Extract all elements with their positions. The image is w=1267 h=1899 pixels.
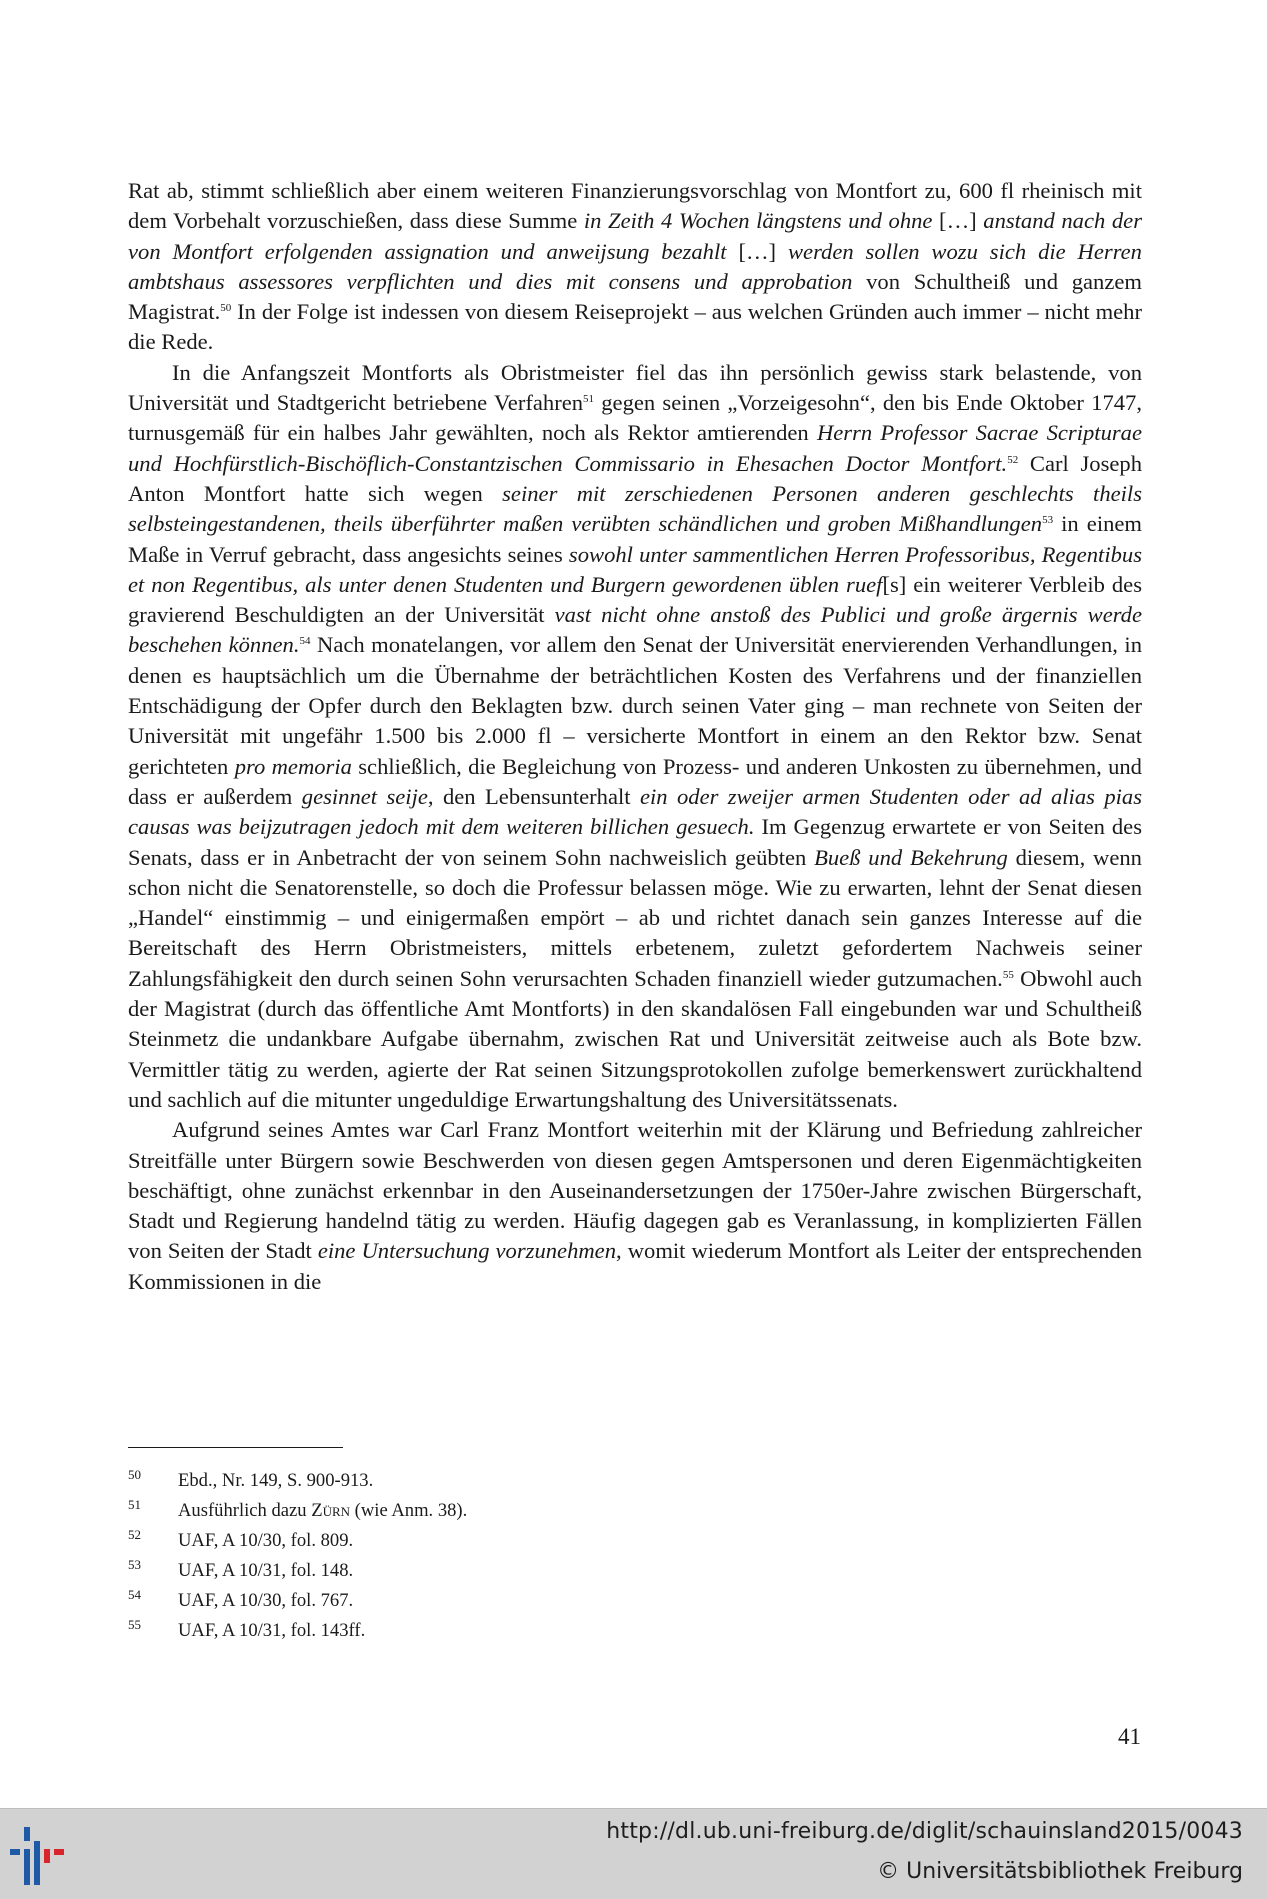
footnote xyxy=(128,1496,1028,1526)
text-run: Obwohl auch der Magistrat (durch das öffentliche Amt Montforts) in den skandalösen Fall eingebunden war und Schultheiß Steinmetz die undankbare Aufgabe übernahm, zwischen Rat und Universität zeitweise auch als Bote bzw. Vermittler tätig zu werden, agierte der Rat seinen Sitzungsprotokollen zufolge bemerkenswert zurückhaltend und sachlich auf die mitunter ungeduldige Erwartungshaltung des Universitätssenats. xyxy=(128,965,1143,1112)
italic-run: eine Untersuchung vorzunehmen xyxy=(317,1238,617,1264)
italic-run: ein oder zweijer armen Studenten oder ad alias pias causas was beijzutragen jedoch mit dem weiteren billichen gesuech. xyxy=(128,783,1142,840)
footnote-text xyxy=(178,1586,353,1616)
footnote xyxy=(128,1526,1028,1556)
footnote-text xyxy=(178,1556,353,1586)
text-run: [s] ein weiterer Verbleib des gravierend Beschuldigten an der Universität xyxy=(128,571,1142,628)
text-run: Rat ab, stimmt schließlich aber einem weiteren Finanzierungsvorschlag von Montfort zu, 600 fl rheinisch mit dem Vorbehalt vorzuschießen, dass diese Summe xyxy=(128,178,1142,234)
footnote-ref: 51 xyxy=(583,393,595,406)
italic-run: seiner mit zerschiedenen Personen anderen geschlechts theils selbsteingestandenen, theils überführter maßen verübten schändlichen und groben Mißhandlungen xyxy=(128,480,1142,537)
footnote-number: 52 xyxy=(128,1527,141,1542)
footnote-text xyxy=(178,1616,365,1646)
text-run: UAF, A 10/31, fol. 143ff. xyxy=(178,1620,366,1641)
italic-run: sowohl unter sammentlichen Herren Professoribus, Regentibus et non Regentibus, als unter denen Studenten und Burgern gewordenen üblen ruef xyxy=(128,541,1142,597)
footnote-text xyxy=(178,1496,467,1526)
page-number: 41 xyxy=(1118,1724,1141,1749)
italic-run: pro memoria xyxy=(234,753,352,779)
footnote-ref: 52 xyxy=(1007,453,1019,466)
italic-run: gesinnet seije xyxy=(301,783,428,809)
italic-run: Herrn Professor Sacrae Scripturae und Hochfürstlich-Bischöflich-Constantzischen Commissario in Ehesachen Doctor Montfort. xyxy=(128,420,1142,476)
author-name: Zürn xyxy=(311,1500,351,1521)
body-text xyxy=(128,176,1142,1297)
italic-run: Bueß und Bekehrung xyxy=(814,844,1008,870)
footnote-number: 50 xyxy=(128,1467,141,1482)
footnote-ref: 55 xyxy=(1002,968,1014,981)
text-run: In die Anfangszeit Montforts als Obristmeister fiel das ihn persönlich gewiss stark belastende, von Universität und Stadtgericht betriebene Verfahren xyxy=(128,359,1142,416)
italic-run: werden sollen wozu sich die Herren ambtshaus assessores verpflichten und dies mit consens und approbation xyxy=(128,238,1142,294)
footnote-text xyxy=(178,1466,373,1496)
copyright-notice: © Universitätsbibliothek Freiburg xyxy=(877,1859,1243,1884)
footnote xyxy=(128,1466,1028,1496)
paragraph xyxy=(128,176,1142,358)
text-run: Carl Joseph Anton Montfort hatte sich wegen xyxy=(128,450,1143,506)
text-run: Nach monatelangen, vor allem den Senat der Universität enervierenden Verhandlungen, in denen es hauptsächlich um die Übernahme der beträchtlichen Kosten des Verfahrens und der finanziellen Entschädigung der Opfer durch den Beklagten bzw. durch seinen Vater ging – man rechnete von Seiten der Universität mit ungefähr 1.500 bis 2.000 fl – versicherte Montfort in einem an den Rektor bzw. Senat gerichteten xyxy=(128,632,1142,779)
text-run: schließlich, die Begleichung von Prozess- und anderen Unkosten zu übernehmen, und dass er außerdem xyxy=(128,753,1142,809)
text-run: Im Gegenzug erwartete er von Seiten des Senats, dass er in Anbetracht der von seinem Sohn nachweislich geübten xyxy=(128,814,1142,870)
text-run: (wie Anm. 38). xyxy=(350,1500,468,1521)
italic-run: in Zeith 4 Wochen längstens und ohne xyxy=(583,208,933,234)
footnote-number: 51 xyxy=(128,1497,141,1512)
text-run: in einem Maße in Verruf gebracht, dass angesichts seines xyxy=(128,511,1143,567)
ub-freiburg-logo-icon xyxy=(10,1821,80,1891)
text-run: UAF, A 10/31, fol. 148. xyxy=(178,1560,354,1581)
text-run: gegen seinen „Vorzeigesohn“, den bis Ende Oktober 1747, turnusgemäß für ein halbes Jahr gewählten, noch als Rektor amtierenden xyxy=(128,390,1142,446)
italic-run: vast nicht ohne anstoß des Publici und große ärgernis werde beschehen können. xyxy=(128,602,1142,658)
footnote-ref: 53 xyxy=(1042,514,1054,527)
text-run: Ausführlich dazu xyxy=(178,1500,312,1521)
text-run: von Schultheiß und ganzem Magistrat. xyxy=(128,268,1142,325)
footnote-ref: 54 xyxy=(299,635,311,648)
library-footer-bar xyxy=(0,1808,1267,1899)
footnote-separator xyxy=(128,1447,343,1448)
footnote xyxy=(128,1616,1028,1646)
footnote-text xyxy=(178,1526,353,1556)
text-run: In der Folge ist indessen von diesem Reiseprojekt – aus welchen Gründen auch immer – nicht mehr die Rede. xyxy=(128,299,1142,355)
paragraph xyxy=(128,1115,1142,1297)
footnote-number: 55 xyxy=(128,1617,141,1632)
text-run: diesem, wenn schon nicht die Senatorenstelle, so doch die Professur belassen möge. Wie zu erwarten, lehnt der Senat diesen „Handel“ einstimmig – und einigermaßen empört – ab und richtet danach sein ganzes Interesse auf die Bereitschaft des Herrn Obristmeisters, mittels erbetenem, zuletzt gefordertem Nachweis seiner Zahlungsfähigkeit den durch seinen Sohn verursachten Schaden finanziell wieder gutzumachen. xyxy=(128,844,1142,991)
footnote xyxy=(128,1586,1028,1616)
text-run: Ebd., Nr. 149, S. 900-913. xyxy=(178,1470,374,1491)
text-run: […] xyxy=(932,208,984,234)
paragraph xyxy=(128,358,1142,1115)
text-run: Aufgrund seines Amtes war Carl Franz Montfort weiterhin mit der Klärung und Befriedung zahlreicher Streitfälle unter Bürgern sowie Beschwerden von diesen gegen Amtspersonen und deren Eigenmächtigkeiten beschäftigt, ohne zunächst erkennbar in den Auseinandersetzungen der 1750er-Jahre zwischen Bürgerschaft, Stadt und Regierung handelnd tätig zu werden. Häufig dagegen gab es Veranlassung, in komplizierten Fällen von Seiten der Stadt xyxy=(128,1117,1142,1264)
italic-run: anstand nach der von Montfort erfolgenden assignation und anweijsung bezahlt xyxy=(128,208,1142,264)
footnote-number: 54 xyxy=(128,1587,141,1602)
footnote-number: 53 xyxy=(128,1557,141,1572)
text-run: , womit wiederum Montfort als Leiter der entsprechenden Kommissionen in die xyxy=(128,1238,1142,1294)
footnote xyxy=(128,1556,1028,1586)
footnote-ref: 50 xyxy=(220,302,232,315)
text-run: […] xyxy=(726,238,788,264)
text-run: , den Lebensunterhalt xyxy=(427,783,640,809)
footnotes xyxy=(128,1466,1028,1646)
document-url-link[interactable]: http://dl.ub.uni-freiburg.de/diglit/schauinsland2015/0043 xyxy=(606,1819,1243,1844)
text-run: UAF, A 10/30, fol. 809. xyxy=(178,1530,354,1551)
text-run: UAF, A 10/30, fol. 767. xyxy=(178,1590,354,1611)
